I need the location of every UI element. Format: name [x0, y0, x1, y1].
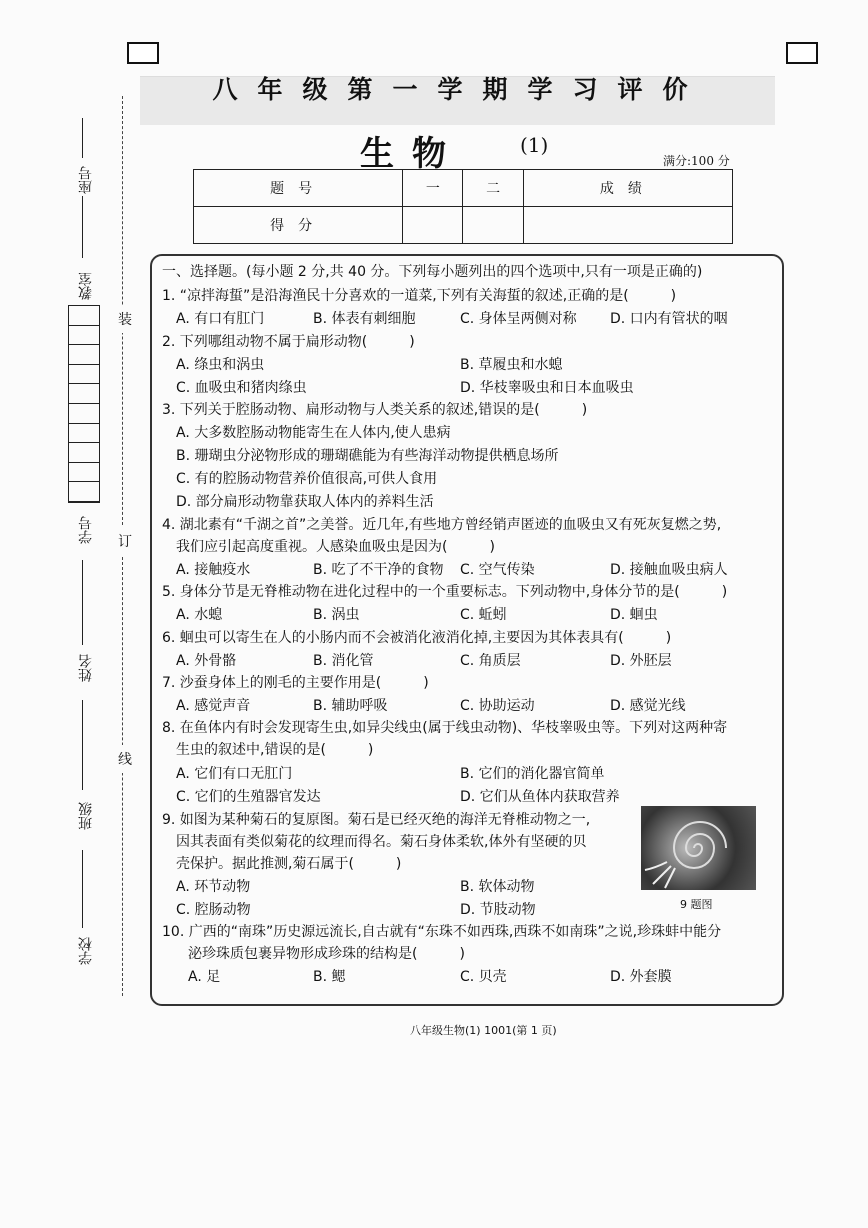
field-seat-line[interactable] — [82, 118, 83, 158]
figure-caption: 9 题图 — [680, 898, 713, 911]
question-4-line1: 4. 湖北素有“千湖之首”之美誉。近几年,有些地方曾经销声匿迹的血吸虫又有死灰复燃之势, — [162, 517, 722, 533]
corner-mark-left — [127, 42, 159, 64]
question-6: 6. 蛔虫可以寄生在人的小肠内而不会被消化液消化掉,主要因为其体表具有( ) — [162, 630, 672, 646]
q3-option-d[interactable]: D. 部分扁形动物靠获取人体内的养料生活 — [176, 494, 434, 510]
field-classroom: 教室 — [78, 272, 94, 300]
bind-mark-ding: 订 — [118, 527, 132, 555]
q9-option-b[interactable]: B. 软体动物 — [460, 879, 535, 895]
field-school: 学校 — [78, 937, 94, 965]
exam-title: 八年级第一学期学习评价 — [212, 75, 708, 104]
q3-option-b[interactable]: B. 珊瑚虫分泌物形成的珊瑚礁能为有些海洋动物提供栖息场所 — [176, 448, 559, 464]
q10-option-b[interactable]: B. 鳃 — [313, 969, 346, 985]
q5-option-c[interactable]: C. 蚯蚓 — [460, 607, 507, 623]
question-9-line2: 因其表面有类似菊花的纹理而得名。菊石身体柔软,体外有坚硬的贝 — [176, 834, 587, 850]
q7-option-c[interactable]: C. 协助运动 — [460, 698, 535, 714]
subject-title: 生物 — [360, 134, 464, 174]
question-9-line1: 9. 如图为某种菊石的复原图。菊石是已经灭绝的海洋无脊椎动物之一, — [162, 812, 591, 828]
corner-mark-right — [786, 42, 818, 64]
question-5: 5. 身体分节是无脊椎动物在进化过程中的一个重要标志。下列动物中,身体分节的是( ) — [162, 584, 728, 600]
score-row-label: 得分 — [194, 207, 403, 244]
question-10-line1: 10. 广西的“南珠”历史源远流长,自古就有“东珠不如西珠,西珠不如南珠”之说,珍珠蚌中能分 — [162, 924, 722, 940]
q3-option-c[interactable]: C. 有的腔肠动物营养价值很高,可供人食用 — [176, 471, 438, 487]
field-school-line[interactable] — [82, 850, 83, 928]
q2-option-c[interactable]: C. 血吸虫和猪肉绦虫 — [176, 380, 307, 396]
score-header-part2: 二 — [463, 170, 523, 207]
q8-option-c[interactable]: C. 它们的生殖器官发达 — [176, 789, 321, 805]
q6-option-a[interactable]: A. 外骨骼 — [176, 653, 237, 669]
question-8-line2: 生虫的叙述中,错误的是( ) — [176, 742, 374, 758]
bind-mark-xian: 线 — [118, 745, 132, 773]
q9-option-d[interactable]: D. 节肢动物 — [460, 902, 536, 918]
score-header-part1: 一 — [403, 170, 463, 207]
bind-mark-zhuang: 装 — [118, 305, 132, 333]
volume-label: (1) — [520, 133, 549, 157]
student-id-grid[interactable] — [68, 305, 100, 503]
q6-option-d[interactable]: D. 外胚层 — [610, 653, 672, 669]
full-score: 满分:100 分 — [663, 154, 730, 168]
q5-option-d[interactable]: D. 蛔虫 — [610, 607, 658, 623]
q9-option-c[interactable]: C. 腔肠动物 — [176, 902, 251, 918]
question-2: 2. 下列哪组动物不属于扁形动物( ) — [162, 334, 415, 350]
q1-option-b[interactable]: B. 体表有刺细胞 — [313, 311, 416, 327]
question-3: 3. 下列关于腔肠动物、扁形动物与人类关系的叙述,错误的是( ) — [162, 402, 588, 418]
score-table — [193, 169, 733, 244]
q10-option-c[interactable]: C. 贝壳 — [460, 969, 507, 985]
field-classroom-line[interactable] — [82, 196, 83, 258]
q1-option-a[interactable]: A. 有口有肛门 — [176, 311, 265, 327]
q8-option-b[interactable]: B. 它们的消化器官简单 — [460, 766, 605, 782]
q3-option-a[interactable]: A. 大多数腔肠动物能寄生在人体内,使人患病 — [176, 425, 451, 441]
ammonite-icon — [641, 806, 756, 890]
score-header-item: 题号 — [194, 170, 403, 207]
field-name: 姓名 — [78, 654, 94, 682]
question-9-line3: 壳保护。据此推测,菊石属于( ) — [176, 856, 402, 872]
field-class: 班级 — [78, 802, 94, 830]
score-cell-part1[interactable] — [403, 207, 463, 244]
q1-option-d[interactable]: D. 口内有管状的咽 — [610, 311, 728, 327]
question-4-line2: 我们应引起高度重视。人感染血吸虫是因为( ) — [176, 539, 495, 555]
q10-option-d[interactable]: D. 外套膜 — [610, 969, 672, 985]
page-footer: 八年级生物(1) 1001(第 1 页) — [410, 1024, 557, 1037]
question-10-line2: 泌珍珠质包裹异物形成珍珠的结构是( ) — [188, 946, 465, 962]
q6-option-c[interactable]: C. 角质层 — [460, 653, 521, 669]
q1-option-c[interactable]: C. 身体呈两侧对称 — [460, 311, 577, 327]
question-1: 1. “凉拌海蜇”是沿海渔民十分喜欢的一道菜,下列有关海蜇的叙述,正确的是( ) — [162, 288, 677, 304]
field-student-id: 学号 — [78, 516, 94, 544]
field-name-line[interactable] — [82, 560, 83, 645]
field-class-line[interactable] — [82, 700, 83, 790]
q9-option-a[interactable]: A. 环节动物 — [176, 879, 251, 895]
score-cell-part2[interactable] — [463, 207, 523, 244]
ammonite-figure — [641, 806, 756, 890]
q2-option-d[interactable]: D. 华枝睾吸虫和日本血吸虫 — [460, 380, 634, 396]
section-heading: 一、选择题。(每小题 2 分,共 40 分。下列每小题列出的四个选项中,只有一项是正确的) — [162, 264, 703, 280]
question-7: 7. 沙蚕身体上的刚毛的主要作用是( ) — [162, 675, 429, 691]
score-header-total: 成绩 — [523, 170, 732, 207]
q10-option-a[interactable]: A. 足 — [188, 969, 221, 985]
field-seat: 座号 — [78, 166, 94, 194]
q7-option-a[interactable]: A. 感觉声音 — [176, 698, 251, 714]
question-8-line1: 8. 在鱼体内有时会发现寄生虫,如异尖线虫(属于线虫动物)、华枝睾吸虫等。下列对这两种寄 — [162, 720, 728, 736]
q7-option-b[interactable]: B. 辅助呼吸 — [313, 698, 388, 714]
q8-option-a[interactable]: A. 它们有口无肛门 — [176, 766, 293, 782]
q4-option-c[interactable]: C. 空气传染 — [460, 562, 535, 578]
q2-option-b[interactable]: B. 草履虫和水螅 — [460, 357, 563, 373]
q2-option-a[interactable]: A. 绦虫和涡虫 — [176, 357, 265, 373]
q4-option-d[interactable]: D. 接触血吸虫病人 — [610, 562, 728, 578]
q5-option-a[interactable]: A. 水螅 — [176, 607, 223, 623]
q4-option-a[interactable]: A. 接触疫水 — [176, 562, 251, 578]
q6-option-b[interactable]: B. 消化管 — [313, 653, 374, 669]
q7-option-d[interactable]: D. 感觉光线 — [610, 698, 686, 714]
score-cell-total[interactable] — [523, 207, 732, 244]
q8-option-d[interactable]: D. 它们从鱼体内获取营养 — [460, 789, 620, 805]
q5-option-b[interactable]: B. 涡虫 — [313, 607, 360, 623]
q4-option-b[interactable]: B. 吃了不干净的食物 — [313, 562, 444, 578]
